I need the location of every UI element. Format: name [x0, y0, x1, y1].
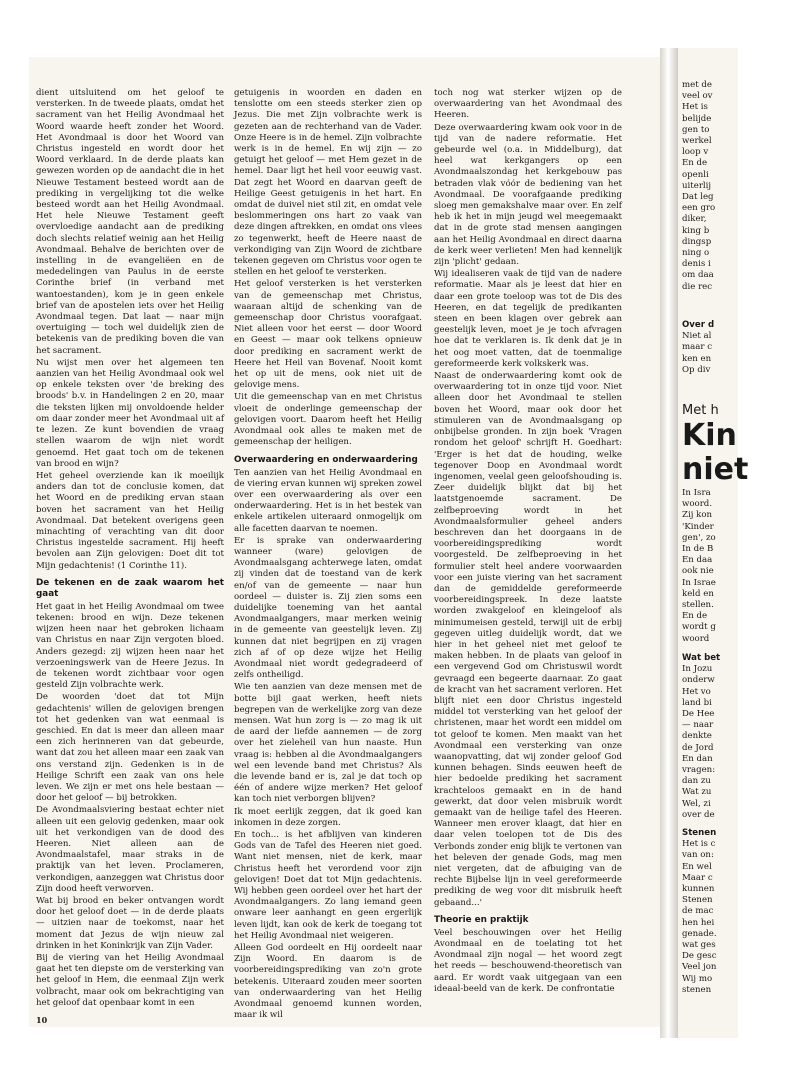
facing-text-line: Wel, zi — [682, 798, 711, 809]
paragraph: Het geloof versterken is het versterken van de gemeenschap met Christus, waaraan altijd de schenking van de gemeenschap door Christus voorafgaat. Niet alleen voor het eerst — door Woord en Geest — maar ook telkens opnieuw door prediking en sacrament werkt de Heere het Heil van Bovenaf. Nooit komt het op uit de mens, ook niet uit de gelovige mens. — [234, 279, 422, 391]
paragraph: Wat bij brood en beker ontvangen wordt door het geloof doet — in de derde plaats — uitzien naar de toekomst, naar het moment dat Jezus de wijn nieuw zal drinken in het Koninkrijk van Zijn Vader. — [36, 896, 224, 951]
facing-text-line: stenen — [682, 984, 712, 995]
paragraph: De Avondmaalsviering bestaat echter niet alleen uit een gelovig gedenken, maar ook uit het verkondigen van de dood des Heeren. Niet alleen aan de Avondmaalstafel, maar straks in de praktijk van het leven. Proclameren, verkondigen, aanzeggen wat Christus door Zijn dood heeft verworven. — [36, 805, 224, 894]
paragraph: Het geheel overziende kan ik moeilijk anders dan tot de conclusie komen, dat het Woord en de prediking ervan staan boven het sacrament van het Heilig Avondmaal. Dat betekent overigens geen minachting of verachting van dit door Christus ingestelde sacrament. Hij heeft bevolen aan Zijn gelovigen: Doet dit tot Mijn gedachtenis! (1 Corinthe 11). — [36, 470, 224, 571]
facing-text-line: En daa — [682, 555, 713, 566]
paragraph: Ik moet eerlijk zeggen, dat ik goed kan inkomen in deze zorgen. — [234, 806, 422, 828]
facing-text-line: die rec — [682, 281, 713, 292]
facing-page-block-b — [682, 653, 802, 821]
facing-text-line: Stenen — [682, 895, 713, 906]
paragraph: Wij idealiseren vaak de tijd van de nadere reformatie. Maar als je leest dat hier en daar een grote toeloop was tot de Dis des Heeren, en dat tegelijk de predikanten steen en been klagen over gebrek aan geestelijk leven, moet je je toch afvragen hoe dat te verklaren is. Ik denk dat je in het oog moet vatten, dat de toenmalige gereformeerde kerk volkskerk was. — [434, 269, 622, 369]
facing-text-line: Niet al — [682, 331, 712, 342]
facing-text-line: 'Kinder — [682, 521, 714, 532]
paragraph: Ten aanzien van het Heilig Avondmaal en de viering ervan kunnen wij spreken zowel over een overwaardering als over een onderwaardering. Het is in het bestek van enkele artikelen uiteraard onmogelijk om alle facetten daarvan te noemen. — [234, 467, 422, 534]
facing-text-line: denis i — [682, 259, 711, 270]
facing-text-line: ook nie — [682, 566, 714, 577]
facing-text-line: king b — [682, 225, 710, 236]
paragraph: Alleen God oordeelt en Hij oordeelt naar Zijn Woord. En daarom is de voorbereidingsprediking van zo'n grote betekenis. Uiteraard zouden meer soorten van onderwaardering van het Heilig Avondmaal genoemd kunnen worden, maar ik wil — [234, 943, 422, 1021]
facing-text-line: In Israe — [682, 577, 716, 588]
paragraph: Bij de viering van het Heilig Avondmaal gaat het ten diepste om de versterking van het geloof in Hem, die eenmaal Zijn werk volbracht, maar ook om bekrachtiging van het geloof dat openbaar komt in een — [36, 953, 224, 1008]
paragraph: Naast de onderwaardering komt ook de overwaardering tot in onze tijd voor. Niet alleen door het Avondmaal te stellen boven het Woord, maar ook door het stimuleren van de Avondmaalsgang op onbijbelse gronden. In zijn boek 'Vragen rondom het geloof' schrijft H. Goedhart: 'Erger is het dat de houding, welke tegenover Doop en Avondmaal wordt ingenomen, veelal geen geloofshouding is. Zeer duidelijk blijkt dat bij het laatstgenoemde sacrament. De zelfbeproeving wordt in het Avondmaalsformulier geheel anders beschreven dan het doorgaans in de voorbereidingsprediking wordt voorgesteld. De zelfbeproeving in het formulier stelt heel andere voorwaarden voor een juiste viering van het sacrament dan de gemiddelde gereformeerde voorbereidingspreek. In deze laatste worden zwakgeloof en kleingeloof als minimumeisen gesteld, terwijl uit de erbij gegeven uitleg duidelijk wordt, dat we hier in het geheel niet met geloof te maken hebben. In de plaats van geloof in een vergevend God om Christuswil wordt gevraagd een begeerte daarnaar. Zo gaat de kracht van het sacrament verloren. Het blijft niet een door Christus ingesteld middel tot versterking van het geloof der christenen, maar het wordt een middel om tot geloof te komen. Men maakt van het Avondmaal een versterking van onze waanopvatting, dat wij zonder geloof God kunnen behagen. Sinds eeuwen heeft de hier bedoelde prediking het sacrament krachteloos gemaakt en in de hand gewerkt, dat door velen misbruik wordt gemaakt van de heilige tafel des Heeren. Wanneer men erover klaagt, dat hier en daar velen toelopen tot de Dis des Verbonds zonder enig blijk te vertonen van het beleven der genade Gods, mag men niet vergeten, dat de afbuiging van de rechte Bijbelse lijn in veel gereformeerde prediking de weg voor dit misbruik heeft gebaand...' — [434, 371, 622, 908]
facing-text-line: Het is c — [682, 839, 716, 850]
facing-text-line: hen hei — [682, 917, 715, 928]
page-gutter — [660, 48, 678, 1038]
paragraph: Uit die gemeenschap van en met Christus vloeit de onderlinge gemeenschap der gelovigen voort. Daarom heeft het Heilig Avondmaal ook alles te maken met de gemeenschap der heiligen. — [234, 392, 422, 448]
facing-text-line: om daa — [682, 270, 714, 281]
facing-text-line: gen to — [682, 124, 710, 135]
facing-text-line: denkte — [682, 731, 712, 742]
facing-page — [678, 48, 749, 1038]
text-column-2 — [234, 88, 422, 1026]
paragraph: Er is sprake van onderwaardering wanneer (ware) gelovigen de Avondmaalsgang achterwege laten, omdat zij vinden dat de toestand van de kerk en/of van de gemeente — naar hun oordeel — duister is. Zij zien soms een duidelijke toeneming van het aantal Avondmaalgangers, maar merken weinig in de gemeente van geestelijk leven. Zij kunnen dat niet begrijpen en zij vragen zich af of op deze wijze het Heilig Avondmaal niet wordt gedegradeerd of zelfs ontheiligd. — [234, 535, 422, 681]
facing-text-line: veel ov — [682, 91, 713, 102]
facing-text-line: Maar c — [682, 872, 713, 883]
facing-text-line: wordt g — [682, 622, 716, 633]
facing-text-line: wat ges — [682, 940, 716, 951]
facing-text-line: dan zu — [682, 776, 711, 787]
facing-text-line: openli — [682, 169, 709, 180]
facing-section-heading: Over d — [682, 320, 715, 330]
facing-text-line: loop v — [682, 147, 709, 158]
facing-text-line: land bi — [682, 697, 712, 708]
facing-section-heading: Wat bet — [682, 653, 721, 663]
page-number: 10 — [36, 1015, 48, 1025]
facing-text-line: Wij mo — [682, 973, 713, 984]
section-heading: Theorie en praktijk — [434, 914, 529, 925]
article-title-line-1: Kin — [682, 418, 737, 453]
paragraph: Deze overwaardering kwam ook voor in de tijd van de nadere reformatie. Het gebeurde wel (o.a. in Middelburg), dat heel wat kerkgangers op een Avondmaalszondag het kerkgebouw pas betraden vlak vóór de bediening van het Avondmaal. De voorafgaande prediking sloeg men gemakshalve maar over. En zelf heb ik het in mijn jeugd wel meegemaakt dat in de grote stad mensen aangingen aan het Heilig Avondmaal en direct daarna de kerk weer verlieten! Men had kennelijk zijn 'plicht' gedaan. — [434, 122, 622, 268]
paragraph: Veel beschouwingen over het Heilig Avondmaal en de toelating tot het Avondmaal zijn nogal — het woord zegt het reeds — beschouwend-theoretisch van aard. Er wordt vaak uitgegaan van een ideaal-beeld van de kerk. De confrontatie — [434, 927, 622, 994]
facing-page-block-c — [682, 828, 802, 996]
facing-text-line: En dan — [682, 753, 713, 764]
paragraph: toch nog wat sterker wijzen op de overwaardering van het Avondmaal des Heeren. — [434, 88, 622, 121]
facing-text-line: de Jord — [682, 742, 714, 753]
facing-text-line: de mac — [682, 906, 714, 917]
facing-text-line: belijde — [682, 113, 712, 124]
facing-text-line: Wat zu — [682, 787, 712, 798]
facing-section-heading: Stenen — [682, 828, 717, 838]
facing-text-line: gen', zo — [682, 532, 716, 543]
facing-text-line: woord. — [682, 499, 713, 510]
article-kicker: Met h — [682, 403, 719, 418]
facing-text-line: En de — [682, 611, 708, 622]
facing-text-line: Veel jon — [682, 962, 717, 973]
facing-text-line: genade. — [682, 928, 717, 939]
facing-text-line: Op div — [682, 364, 711, 375]
paragraph: Het gaat in het Heilig Avondmaal om twee tekenen: brood en wijn. Deze tekenen wijzen heen naar het gebroken lichaam van Christus en naar Zijn vergoten bloed. Anders gezegd: zij wijzen heen naar het verzoeningswerk van de Heere Jezus. In de tekenen wordt zichtbaar voor ogen gesteld Zijn volbrachte werk. — [36, 601, 224, 691]
facing-text-line: De gesc — [682, 951, 717, 962]
facing-text-line: woord — [682, 633, 710, 644]
article-title-line-2: niet — [682, 452, 749, 487]
facing-text-line: Dat leg — [682, 192, 714, 203]
paragraph: En toch... is het afblijven van kinderen Gods van de Tafel des Heeren niet goed. Want niet mensen, niet de kerk, maar Christus heeft het verordend voor zijn gelovigen! Doet dat tot Mijn gedachtenis. Wij hebben geen oordeel over het hart der Avondmaalgangers. Zo lang iemand geen onware leer aanhangt en geen ergerlijk leven lijdt, kan ook de kerk de toegang tot het Heilig Avondmaal niet weigeren. — [234, 830, 422, 941]
section-heading: Overwaardering en onderwaardering — [234, 454, 418, 465]
facing-page-text-a — [682, 488, 802, 645]
paragraph: De woorden 'doet dat tot Mijn gedachtenis' willen de gelovigen brengen tot het gedenken van wat eenmaal is geschied. En dat is meer dan alleen maar een zich herinneren van dat gebeurde, want dat zou het alleen maar een zaak van ons verstand zijn. Gedenken is in de Heilige Schrift een zaak van ons hele leven. We zijn er met ons hele bestaan — door het geloof — bij betrokken. — [36, 692, 224, 804]
facing-text-line: stellen. — [682, 600, 714, 611]
facing-text-line: dingsp — [682, 236, 712, 247]
facing-text-line: Zij kon — [682, 510, 713, 521]
facing-text-line: uiterlij — [682, 180, 712, 191]
facing-page-top-text — [682, 80, 802, 293]
facing-text-line: onderw — [682, 675, 715, 686]
facing-page-text-c — [682, 839, 802, 996]
facing-text-line: En wel — [682, 861, 712, 872]
facing-text-line: vragen: — [682, 765, 716, 776]
facing-text-line: over de — [682, 809, 715, 820]
facing-text-line: In Isra — [682, 488, 711, 498]
facing-text-line: In Jozu — [682, 664, 713, 675]
facing-text-line: — naar — [682, 720, 714, 731]
text-column-3 — [434, 88, 622, 1026]
facing-text-line: diker, — [682, 214, 707, 225]
facing-text-line: En de — [682, 158, 708, 169]
paragraph: Nu wijst men over het algemeen ten aanzien van het Heilig Avondmaal ook wel op enkele teksten over 'de breking des broods' b.v. in Handelingen 2 en 20, maar die teksten lijken mij onvoldoende helder om daar zonder meer het Avondmaal uit af te lezen. Ze kunt bovendien de vraag stellen waarom de wijn niet wordt genoemd. Het gaat toch om de tekenen van brood en wijn? — [36, 357, 224, 469]
facing-text-line: werkel — [682, 136, 712, 147]
facing-text-line: keld en — [682, 588, 714, 599]
facing-text-line: van on: — [682, 850, 714, 861]
facing-text-line: kunnen — [682, 884, 715, 895]
facing-text-line: Het is — [682, 102, 708, 113]
facing-page-mid-block — [682, 320, 802, 376]
paragraph: Wie ten aanzien van deze mensen met de botte bijl gaat werken, heeft niets begrepen van de werkelijke zorg van deze mensen. Wat hun zorg is — zo mag ik uit de aard der liefde aannemen — de zorg over het zieleheil van hun naaste. Hun vraag is: hebben al die Avondmaalgangers wel een levende band met Christus? Als die levende band er is, zal je dat toch op één of andere wijze merken? Het geloof kan toch niet verborgen blijven? — [234, 682, 422, 805]
section-heading: De tekenen en de zaak waarom het gaat — [36, 577, 224, 599]
facing-text-line: een gro — [682, 203, 716, 214]
facing-text-line: maar c — [682, 342, 713, 353]
facing-article-title — [682, 403, 802, 487]
paragraph: dient uitsluitend om het geloof te versterken. In de tweede plaats, omdat het sacrament van het Heilig Avondmaal het Woord waarde heeft zonder het Woord. Het Avondmaal is door het Woord van Christus ingesteld en wordt door het Woord verklaard. In de derde plaats kan gewezen worden op de aandacht die in het Nieuwe Testament besteed wordt aan de prediking in vergelijking tot die welke besteed wordt aan het Heilig Avondmaal. Het hele Nieuwe Testament geeft overvloedige aandacht aan de prediking doch slechts relatief weinig aan het Heilig Avondmaal. Behalve de berichten over de instelling in de evangeliëen en de mededelingen van Paulus in de eerste Corinthe brief (in verband met wantoestanden), kom je in geen enkele brief van de apostelen iets over het Heilig Avondmaal tegen. Dat laat — naar mijn overtuiging — toch wel duidelijk zien de betekenis van de prediking boven die van het sacrament. — [36, 88, 224, 356]
facing-text-line: Het vo — [682, 686, 711, 697]
facing-page-text-b — [682, 664, 802, 821]
facing-page-mid-text — [682, 331, 802, 376]
facing-text-line: De Hee — [682, 709, 715, 720]
paragraph: getuigenis in woorden en daden en tenslotte om een steeds sterker zien op Jezus. Die met Zijn volbrachte werk is gezeten aan de rechterhand van de Vader. Onze Heere is in de hemel. Zijn volbrachte werk is in de hemel. En wij zijn — zo getuigt het geloof — met Hem gezet in de hemel. Daar ligt het heil voor eeuwig vast. Dat zegt het Woord en daarvan geeft de Heilige Geest getuigenis in het hart. En omdat de duivel niet stil zit, en omdat vele beslommeringen ons hart zo vaak van deze dingen aftrekken, en omdat ons vlees zo tegenwerkt, heeft de Heere naast de verkondiging van Zijn Woord de zichtbare tekenen gegeven om Christus voor ogen te stellen en het geloof te versterken. — [234, 88, 422, 278]
text-column-1 — [36, 88, 224, 1026]
facing-text-line: ken en — [682, 353, 712, 364]
facing-text-line: ning o — [682, 248, 710, 259]
facing-text-line: In de B — [682, 544, 714, 555]
facing-text-line: met de — [682, 80, 713, 90]
